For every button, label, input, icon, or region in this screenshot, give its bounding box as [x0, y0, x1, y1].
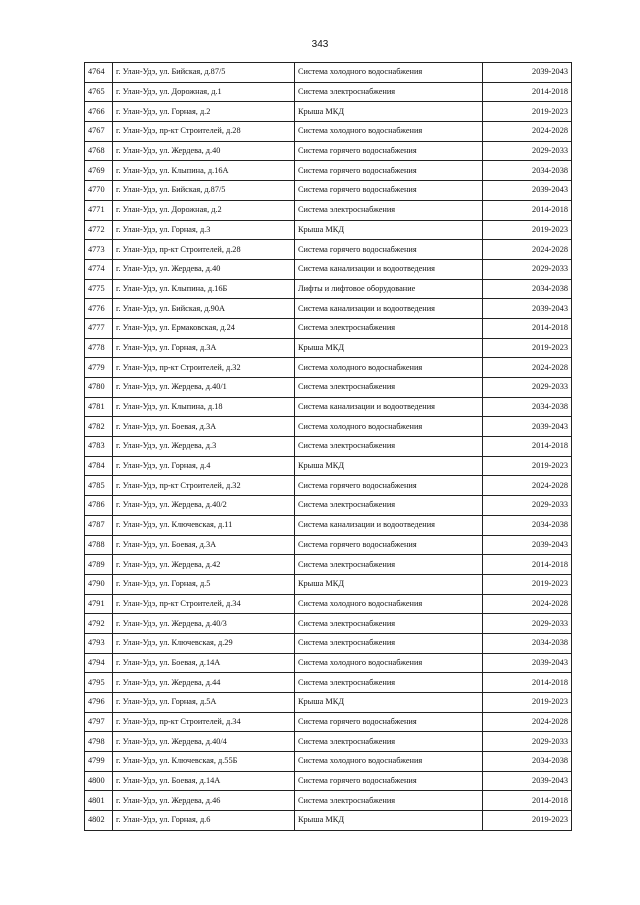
- address-cell: г. Улан-Удэ, пр-кт Строителей, д.28: [113, 240, 295, 260]
- row-number: 4768: [85, 141, 113, 161]
- address-cell: г. Улан-Удэ, ул. Дорожная, д.1: [113, 82, 295, 102]
- table-row: [85, 200, 572, 220]
- table-row: [85, 437, 572, 457]
- period-cell: 2014-2018: [483, 791, 572, 811]
- period-cell: 2019-2023: [483, 693, 572, 713]
- period-cell: 2034-2038: [483, 279, 572, 299]
- address-cell: г. Улан-Удэ, ул. Горная, д.5: [113, 574, 295, 594]
- period-cell: 2024-2028: [483, 594, 572, 614]
- table-row: [85, 181, 572, 201]
- table-row: [85, 378, 572, 398]
- address-cell: г. Улан-Удэ, ул. Бийская, д.87/5: [113, 181, 295, 201]
- period-cell: 2019-2023: [483, 338, 572, 358]
- address-cell: г. Улан-Удэ, ул. Горная, д.3: [113, 220, 295, 240]
- address-cell: г. Улан-Удэ, ул. Боевая, д.3А: [113, 535, 295, 555]
- table-row: [85, 141, 572, 161]
- period-cell: 2024-2028: [483, 122, 572, 142]
- table-row: [85, 259, 572, 279]
- address-cell: г. Улан-Удэ, ул. Жердева, д.40/2: [113, 496, 295, 516]
- address-cell: г. Улан-Удэ, пр-кт Строителей, д.32: [113, 358, 295, 378]
- address-cell: г. Улан-Удэ, ул. Горная, д.5А: [113, 693, 295, 713]
- work-type-cell: Система электроснабжения: [295, 378, 483, 398]
- work-type-cell: Лифты и лифтовое оборудование: [295, 279, 483, 299]
- address-cell: г. Улан-Удэ, ул. Ермаковская, д.24: [113, 318, 295, 338]
- period-cell: 2029-2033: [483, 496, 572, 516]
- row-number: 4775: [85, 279, 113, 299]
- work-type-cell: Система горячего водоснабжения: [295, 476, 483, 496]
- table-row: [85, 397, 572, 417]
- period-cell: 2039-2043: [483, 299, 572, 319]
- work-type-cell: Система электроснабжения: [295, 200, 483, 220]
- address-cell: г. Улан-Удэ, пр-кт Строителей, д.34: [113, 712, 295, 732]
- address-cell: г. Улан-Удэ, ул. Жердева, д.40: [113, 259, 295, 279]
- work-type-cell: Система холодного водоснабжения: [295, 594, 483, 614]
- table-row: [85, 476, 572, 496]
- row-number: 4766: [85, 102, 113, 122]
- row-number: 4800: [85, 771, 113, 791]
- address-cell: г. Улан-Удэ, ул. Дорожная, д.2: [113, 200, 295, 220]
- address-cell: г. Улан-Удэ, ул. Жердева, д.42: [113, 555, 295, 575]
- address-cell: г. Улан-Удэ, ул. Клыпина, д.18: [113, 397, 295, 417]
- period-cell: 2014-2018: [483, 437, 572, 457]
- address-cell: г. Улан-Удэ, ул. Боевая, д.14А: [113, 771, 295, 791]
- row-number: 4779: [85, 358, 113, 378]
- table-row: [85, 811, 572, 831]
- work-type-cell: Система холодного водоснабжения: [295, 752, 483, 772]
- address-cell: г. Улан-Удэ, ул. Бийская, д.90А: [113, 299, 295, 319]
- row-number: 4784: [85, 456, 113, 476]
- table-row: [85, 102, 572, 122]
- row-number: 4776: [85, 299, 113, 319]
- work-type-cell: Система горячего водоснабжения: [295, 240, 483, 260]
- row-number: 4799: [85, 752, 113, 772]
- work-type-cell: Система горячего водоснабжения: [295, 181, 483, 201]
- work-type-cell: Система канализации и водоотведения: [295, 299, 483, 319]
- work-type-cell: Система электроснабжения: [295, 496, 483, 516]
- row-number: 4790: [85, 574, 113, 594]
- work-type-cell: Система холодного водоснабжения: [295, 653, 483, 673]
- period-cell: 2039-2043: [483, 535, 572, 555]
- address-cell: г. Улан-Удэ, ул. Жердева, д.40/3: [113, 614, 295, 634]
- work-type-cell: Крыша МКД: [295, 456, 483, 476]
- work-type-cell: Система горячего водоснабжения: [295, 141, 483, 161]
- work-type-cell: Крыша МКД: [295, 102, 483, 122]
- row-number: 4793: [85, 633, 113, 653]
- work-type-cell: Система электроснабжения: [295, 791, 483, 811]
- table-row: [85, 318, 572, 338]
- address-cell: г. Улан-Удэ, пр-кт Строителей, д.34: [113, 594, 295, 614]
- work-type-cell: Система холодного водоснабжения: [295, 63, 483, 83]
- period-cell: 2029-2033: [483, 259, 572, 279]
- table-row: [85, 791, 572, 811]
- address-cell: г. Улан-Удэ, ул. Клыпина, д.16А: [113, 161, 295, 181]
- page-number: 343: [311, 39, 329, 50]
- work-type-cell: Система горячего водоснабжения: [295, 771, 483, 791]
- period-cell: 2034-2038: [483, 161, 572, 181]
- address-cell: г. Улан-Удэ, пр-кт Строителей, д.28: [113, 122, 295, 142]
- table-row: [85, 338, 572, 358]
- address-cell: г. Улан-Удэ, ул. Боевая, д.3А: [113, 417, 295, 437]
- table-row: [85, 673, 572, 693]
- table-row: [85, 574, 572, 594]
- period-cell: 2024-2028: [483, 358, 572, 378]
- work-type-cell: Система электроснабжения: [295, 555, 483, 575]
- row-number: 4788: [85, 535, 113, 555]
- period-cell: 2029-2033: [483, 732, 572, 752]
- row-number: 4797: [85, 712, 113, 732]
- period-cell: 2039-2043: [483, 771, 572, 791]
- address-cell: г. Улан-Удэ, ул. Горная, д.6: [113, 811, 295, 831]
- period-cell: 2014-2018: [483, 555, 572, 575]
- row-number: 4777: [85, 318, 113, 338]
- work-type-cell: Система горячего водоснабжения: [295, 712, 483, 732]
- work-type-cell: Система горячего водоснабжения: [295, 161, 483, 181]
- work-type-cell: Система канализации и водоотведения: [295, 259, 483, 279]
- work-type-cell: Система электроснабжения: [295, 437, 483, 457]
- table-row: [85, 417, 572, 437]
- table-row: [85, 220, 572, 240]
- address-cell: г. Улан-Удэ, ул. Горная, д.3А: [113, 338, 295, 358]
- period-cell: 2014-2018: [483, 318, 572, 338]
- work-type-cell: Система холодного водоснабжения: [295, 122, 483, 142]
- row-number: 4778: [85, 338, 113, 358]
- row-number: 4780: [85, 378, 113, 398]
- registry-table-body: [85, 63, 572, 831]
- address-cell: г. Улан-Удэ, ул. Горная, д.2: [113, 102, 295, 122]
- address-cell: г. Улан-Удэ, ул. Бийская, д.87/5: [113, 63, 295, 83]
- period-cell: 2039-2043: [483, 417, 572, 437]
- table-row: [85, 279, 572, 299]
- address-cell: г. Улан-Удэ, ул. Жердева, д.3: [113, 437, 295, 457]
- table-row: [85, 535, 572, 555]
- period-cell: 2014-2018: [483, 200, 572, 220]
- period-cell: 2019-2023: [483, 574, 572, 594]
- period-cell: 2029-2033: [483, 614, 572, 634]
- table-row: [85, 732, 572, 752]
- address-cell: г. Улан-Удэ, ул. Ключевская, д.55Б: [113, 752, 295, 772]
- address-cell: г. Улан-Удэ, ул. Жердева, д.40/1: [113, 378, 295, 398]
- period-cell: 2034-2038: [483, 633, 572, 653]
- address-cell: г. Улан-Удэ, ул. Ключевская, д.11: [113, 515, 295, 535]
- address-cell: г. Улан-Удэ, ул. Ключевская, д.29: [113, 633, 295, 653]
- period-cell: 2019-2023: [483, 811, 572, 831]
- row-number: 4782: [85, 417, 113, 437]
- table-row: [85, 122, 572, 142]
- table-row: [85, 633, 572, 653]
- work-type-cell: Система электроснабжения: [295, 673, 483, 693]
- work-type-cell: Крыша МКД: [295, 338, 483, 358]
- table-row: [85, 358, 572, 378]
- period-cell: 2034-2038: [483, 397, 572, 417]
- table-row: [85, 515, 572, 535]
- row-number: 4792: [85, 614, 113, 634]
- row-number: 4765: [85, 82, 113, 102]
- period-cell: 2034-2038: [483, 752, 572, 772]
- period-cell: 2019-2023: [483, 456, 572, 476]
- row-number: 4791: [85, 594, 113, 614]
- period-cell: 2024-2028: [483, 240, 572, 260]
- table-row: [85, 712, 572, 732]
- table-row: [85, 456, 572, 476]
- work-type-cell: Крыша МКД: [295, 693, 483, 713]
- table-row: [85, 82, 572, 102]
- address-cell: г. Улан-Удэ, ул. Жердева, д.40/4: [113, 732, 295, 752]
- period-cell: 2024-2028: [483, 476, 572, 496]
- table-row: [85, 693, 572, 713]
- row-number: 4773: [85, 240, 113, 260]
- table-row: [85, 555, 572, 575]
- row-number: 4767: [85, 122, 113, 142]
- table-row: [85, 594, 572, 614]
- table-row: [85, 653, 572, 673]
- address-cell: г. Улан-Удэ, пр-кт Строителей, д.32: [113, 476, 295, 496]
- row-number: 4795: [85, 673, 113, 693]
- table-row: [85, 752, 572, 772]
- period-cell: 2019-2023: [483, 102, 572, 122]
- row-number: 4764: [85, 63, 113, 83]
- period-cell: 2039-2043: [483, 63, 572, 83]
- work-type-cell: Крыша МКД: [295, 574, 483, 594]
- period-cell: 2014-2018: [483, 82, 572, 102]
- work-type-cell: Система холодного водоснабжения: [295, 417, 483, 437]
- table-row: [85, 161, 572, 181]
- row-number: 4770: [85, 181, 113, 201]
- row-number: 4798: [85, 732, 113, 752]
- address-cell: г. Улан-Удэ, ул. Жердева, д.46: [113, 791, 295, 811]
- period-cell: 2029-2033: [483, 141, 572, 161]
- row-number: 4785: [85, 476, 113, 496]
- table-row: [85, 496, 572, 516]
- table-row: [85, 299, 572, 319]
- work-type-cell: Система канализации и водоотведения: [295, 397, 483, 417]
- address-cell: г. Улан-Удэ, ул. Жердева, д.40: [113, 141, 295, 161]
- period-cell: 2029-2033: [483, 378, 572, 398]
- work-type-cell: Система электроснабжения: [295, 614, 483, 634]
- work-type-cell: Система электроснабжения: [295, 82, 483, 102]
- row-number: 4783: [85, 437, 113, 457]
- table-row: [85, 63, 572, 83]
- address-cell: г. Улан-Удэ, ул. Клыпина, д.16Б: [113, 279, 295, 299]
- period-cell: 2039-2043: [483, 181, 572, 201]
- table-row: [85, 240, 572, 260]
- period-cell: 2039-2043: [483, 653, 572, 673]
- work-type-cell: Система электроснабжения: [295, 633, 483, 653]
- row-number: 4794: [85, 653, 113, 673]
- row-number: 4786: [85, 496, 113, 516]
- period-cell: 2014-2018: [483, 673, 572, 693]
- address-cell: г. Улан-Удэ, ул. Горная, д.4: [113, 456, 295, 476]
- address-cell: г. Улан-Удэ, ул. Жердева, д.44: [113, 673, 295, 693]
- row-number: 4787: [85, 515, 113, 535]
- table-row: [85, 614, 572, 634]
- period-cell: 2034-2038: [483, 515, 572, 535]
- row-number: 4769: [85, 161, 113, 181]
- work-type-cell: Крыша МКД: [295, 811, 483, 831]
- work-type-cell: Система электроснабжения: [295, 732, 483, 752]
- work-type-cell: Крыша МКД: [295, 220, 483, 240]
- row-number: 4772: [85, 220, 113, 240]
- row-number: 4789: [85, 555, 113, 575]
- period-cell: 2024-2028: [483, 712, 572, 732]
- address-cell: г. Улан-Удэ, ул. Боевая, д.14А: [113, 653, 295, 673]
- row-number: 4801: [85, 791, 113, 811]
- row-number: 4771: [85, 200, 113, 220]
- row-number: 4781: [85, 397, 113, 417]
- row-number: 4796: [85, 693, 113, 713]
- work-type-cell: Система электроснабжения: [295, 318, 483, 338]
- registry-table: [84, 62, 572, 831]
- work-type-cell: Система холодного водоснабжения: [295, 358, 483, 378]
- work-type-cell: Система канализации и водоотведения: [295, 515, 483, 535]
- row-number: 4774: [85, 259, 113, 279]
- work-type-cell: Система горячего водоснабжения: [295, 535, 483, 555]
- row-number: 4802: [85, 811, 113, 831]
- period-cell: 2019-2023: [483, 220, 572, 240]
- table-row: [85, 771, 572, 791]
